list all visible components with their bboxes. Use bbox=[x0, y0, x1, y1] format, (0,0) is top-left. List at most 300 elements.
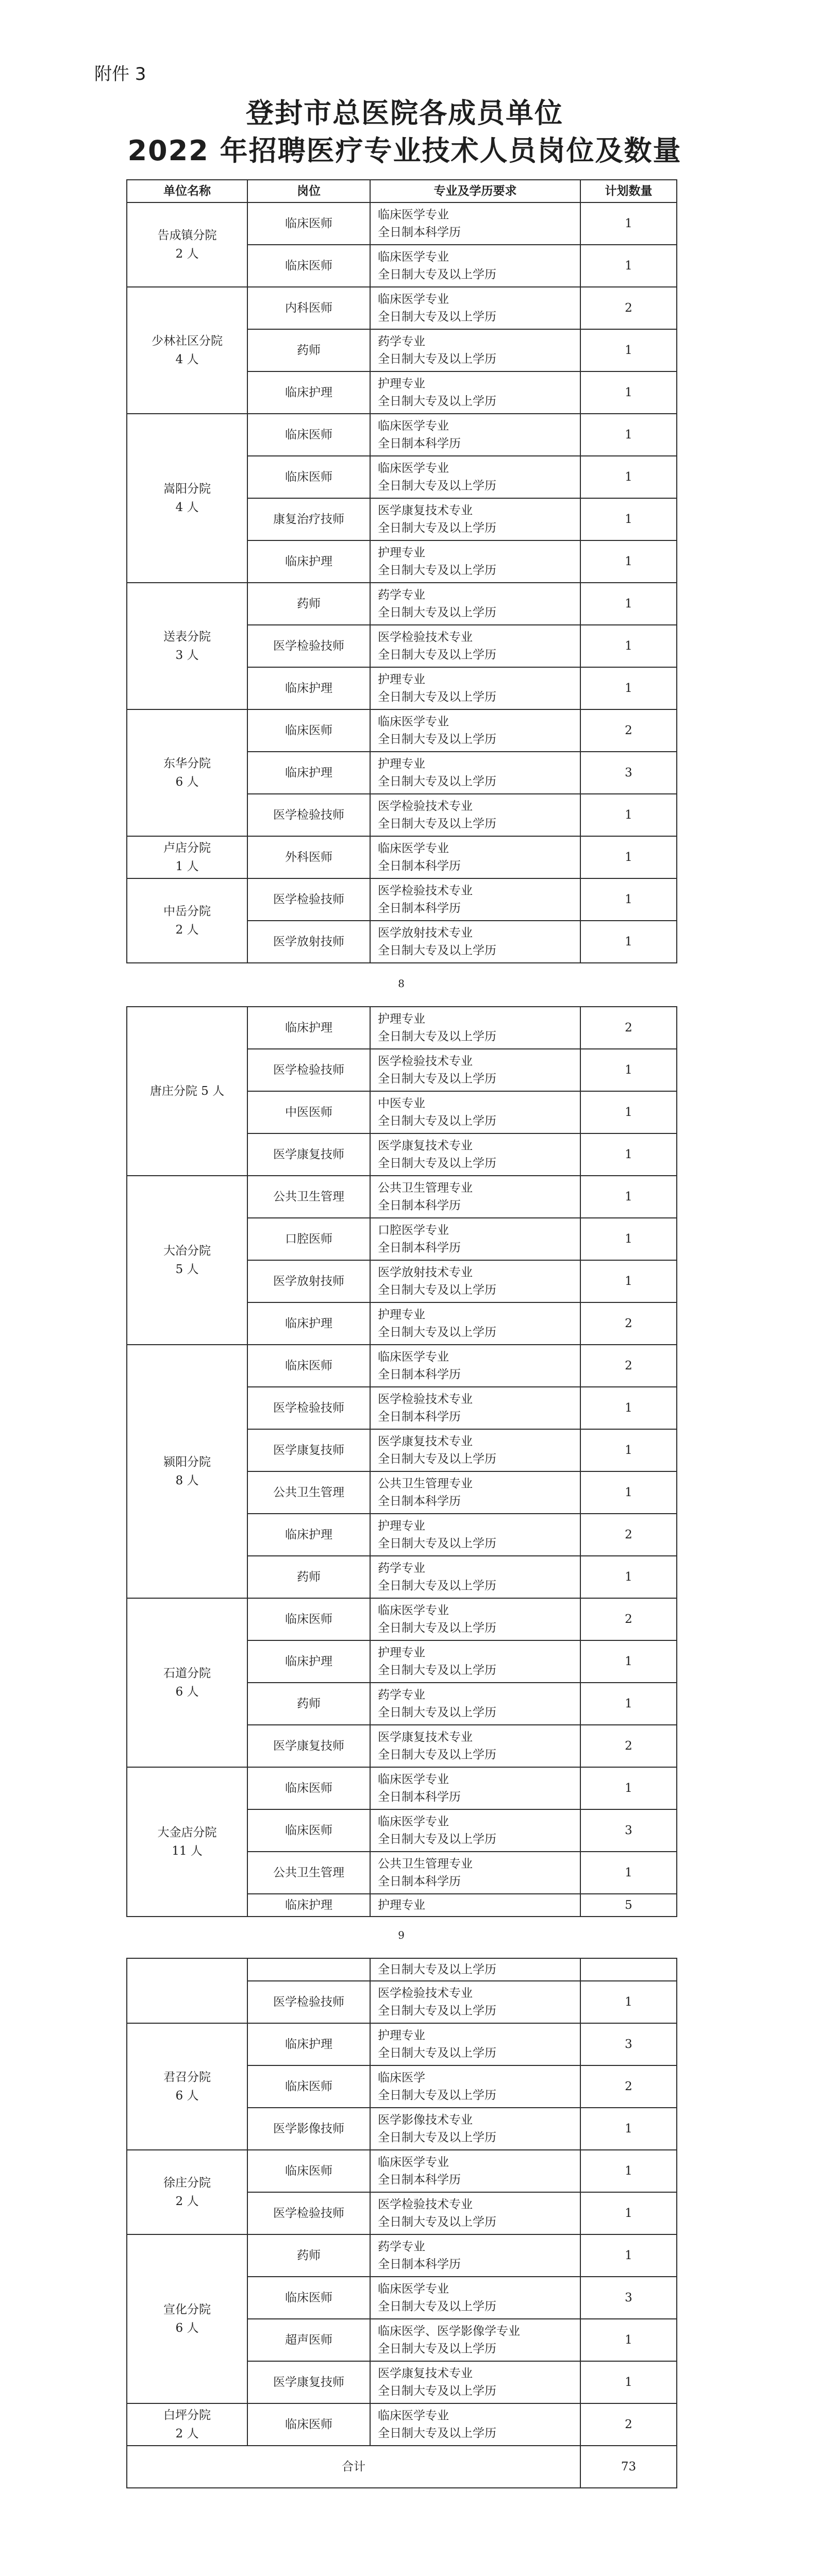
unit-name-cell bbox=[127, 2234, 247, 2403]
requirement-line: 护理专业 bbox=[378, 1308, 425, 1321]
quota-cell: 1 bbox=[580, 2150, 677, 2192]
requirement-line: 护理专业 bbox=[378, 2029, 425, 2042]
requirement-line: 全日制大专及以上学历 bbox=[378, 1833, 496, 1846]
position-cell: 临床护理 bbox=[247, 540, 370, 583]
quota-cell: 1 bbox=[580, 2361, 677, 2403]
unit-name-line: 颍阳分院 bbox=[163, 1455, 211, 1469]
requirement-line: 医学检验技术专业 bbox=[378, 884, 473, 897]
requirement-cell bbox=[370, 1981, 580, 2023]
unit-name-line: 2 人 bbox=[175, 923, 199, 937]
unit-name-cell bbox=[127, 709, 247, 836]
requirement-line: 临床医学专业 bbox=[378, 419, 449, 433]
position-cell: 中医医师 bbox=[247, 1091, 370, 1133]
position-cell bbox=[247, 1958, 370, 1981]
requirement-cell bbox=[370, 1683, 580, 1725]
position-cell: 药师 bbox=[247, 583, 370, 625]
position-cell: 口腔医师 bbox=[247, 1218, 370, 1260]
requirement-line: 全日制大专及以上学历 bbox=[378, 1114, 496, 1128]
column-header-post: 岗位 bbox=[247, 180, 370, 202]
requirement-line: 临床医学专业 bbox=[378, 2156, 449, 2169]
requirement-line: 护理专业 bbox=[378, 1899, 425, 1912]
requirement-cell bbox=[370, 2065, 580, 2108]
requirement-cell bbox=[370, 1049, 580, 1091]
requirement-line: 全日制大专及以上学历 bbox=[378, 2131, 496, 2144]
quota-cell: 2 bbox=[580, 709, 677, 752]
unit-name-line: 徐庄分院 bbox=[163, 2176, 211, 2190]
unit-name-line: 2 人 bbox=[175, 247, 199, 261]
requirement-line: 全日制大专及以上学历 bbox=[378, 1748, 496, 1761]
total-row bbox=[127, 2446, 677, 2488]
requirement-cell bbox=[370, 2150, 580, 2192]
position-cell: 医学检验技师 bbox=[247, 625, 370, 667]
table-row bbox=[127, 709, 677, 752]
quota-cell: 1 bbox=[580, 921, 677, 963]
unit-name-line: 2 人 bbox=[175, 2195, 199, 2208]
requirement-cell bbox=[370, 1429, 580, 1471]
requirement-cell bbox=[370, 1218, 580, 1260]
position-cell: 内科医师 bbox=[247, 287, 370, 329]
requirement-line: 全日制大专及以上学历 bbox=[378, 352, 496, 366]
requirement-cell bbox=[370, 1007, 580, 1049]
requirement-line: 全日制大专及以上学历 bbox=[378, 1621, 496, 1635]
position-cell: 医学检验技师 bbox=[247, 794, 370, 836]
requirement-line: 全日制大专及以上学历 bbox=[378, 775, 496, 788]
quota-cell: 1 bbox=[580, 1981, 677, 2023]
requirement-line: 全日制大专及以上学历 bbox=[378, 1537, 496, 1550]
requirement-cell bbox=[370, 287, 580, 329]
position-cell: 康复治疗技师 bbox=[247, 498, 370, 540]
quota-cell: 1 bbox=[580, 2234, 677, 2277]
requirement-line: 药学专业 bbox=[378, 335, 425, 348]
table-row bbox=[127, 2150, 677, 2192]
quota-cell: 1 bbox=[580, 1556, 677, 1598]
requirement-line: 全日制大专及以上学历 bbox=[378, 2004, 496, 2018]
requirement-cell bbox=[370, 752, 580, 794]
position-cell: 医学检验技师 bbox=[247, 1981, 370, 2023]
table-body bbox=[127, 202, 677, 963]
requirement-cell bbox=[370, 878, 580, 921]
requirement-cell bbox=[370, 2108, 580, 2150]
unit-name-cell bbox=[127, 1007, 247, 1176]
requirement-line: 口腔医学专业 bbox=[378, 1224, 449, 1237]
quota-cell: 1 bbox=[580, 540, 677, 583]
table-row bbox=[127, 836, 677, 878]
quota-cell: 1 bbox=[580, 1429, 677, 1471]
requirement-cell bbox=[370, 1133, 580, 1176]
position-cell: 临床医师 bbox=[247, 2277, 370, 2319]
unit-name-cell bbox=[127, 202, 247, 287]
quota-cell: 1 bbox=[580, 836, 677, 878]
unit-name-line: 中岳分院 bbox=[163, 905, 211, 918]
requirement-line: 医学放射技术专业 bbox=[378, 1266, 473, 1279]
quota-cell: 3 bbox=[580, 752, 677, 794]
unit-name-cell bbox=[127, 836, 247, 878]
requirement-line: 全日制本科学历 bbox=[378, 1790, 461, 1804]
quota-cell: 1 bbox=[580, 1260, 677, 1302]
quota-cell: 2 bbox=[580, 1725, 677, 1767]
requirement-line: 临床医学专业 bbox=[378, 1815, 449, 1828]
table-body bbox=[127, 1958, 677, 2446]
requirement-line: 医学康复技术专业 bbox=[378, 1731, 473, 1744]
requirement-line: 临床医学专业 bbox=[378, 250, 449, 264]
requirement-cell bbox=[370, 329, 580, 371]
requirement-cell bbox=[370, 2023, 580, 2065]
requirement-line: 临床医学 bbox=[378, 2071, 425, 2084]
requirement-line: 全日制本科学历 bbox=[378, 1495, 461, 1508]
requirement-line: 全日制大专及以上学历 bbox=[378, 1579, 496, 1592]
position-cell: 临床医师 bbox=[247, 456, 370, 498]
requirement-line: 临床医学专业 bbox=[378, 715, 449, 728]
position-cell: 临床护理 bbox=[247, 1640, 370, 1683]
requirement-line: 全日制大专及以上学历 bbox=[378, 2427, 496, 2440]
quota-cell: 1 bbox=[580, 371, 677, 414]
requirement-line: 全日制本科学历 bbox=[378, 859, 461, 873]
requirement-cell bbox=[370, 2319, 580, 2361]
requirement-cell bbox=[370, 202, 580, 245]
requirement-line: 临床医学专业 bbox=[378, 1350, 449, 1364]
unit-name-line: 11 人 bbox=[172, 1844, 203, 1858]
quota-cell: 1 bbox=[580, 202, 677, 245]
requirement-cell bbox=[370, 1091, 580, 1133]
requirement-line: 医学检验技术专业 bbox=[378, 1987, 473, 2000]
positions-table-page-8 bbox=[126, 179, 677, 963]
requirement-cell bbox=[370, 836, 580, 878]
quota-cell: 1 bbox=[580, 2108, 677, 2150]
table-row bbox=[127, 583, 677, 625]
position-cell: 医学影像技师 bbox=[247, 2108, 370, 2150]
requirement-line: 医学检验技术专业 bbox=[378, 800, 473, 813]
requirement-cell bbox=[370, 456, 580, 498]
quota-cell: 2 bbox=[580, 2065, 677, 2108]
requirement-line: 临床医学专业 bbox=[378, 2282, 449, 2296]
total-value: 73 bbox=[580, 2446, 677, 2488]
positions-table-page-9 bbox=[126, 1006, 677, 1917]
unit-name-line: 4 人 bbox=[175, 501, 199, 514]
total-body bbox=[127, 2446, 677, 2488]
position-cell: 临床护理 bbox=[247, 2023, 370, 2065]
quota-cell: 1 bbox=[580, 456, 677, 498]
requirement-line: 医学检验技术专业 bbox=[378, 1393, 473, 1406]
requirement-line: 全日制大专及以上学历 bbox=[378, 1664, 496, 1677]
requirement-line: 全日制大专及以上学历 bbox=[378, 1157, 496, 1170]
unit-name-line: 白坪分院 bbox=[163, 2409, 211, 2422]
requirement-cell bbox=[370, 1471, 580, 1514]
unit-name-cell bbox=[127, 2403, 247, 2446]
position-cell: 公共卫生管理 bbox=[247, 1852, 370, 1894]
requirement-line: 全日制大专及以上学历 bbox=[378, 817, 496, 831]
unit-name-cell bbox=[127, 1598, 247, 1767]
requirement-cell bbox=[370, 1809, 580, 1852]
unit-name-line: 少林社区分院 bbox=[152, 334, 223, 348]
position-cell: 临床医师 bbox=[247, 2065, 370, 2108]
quota-cell: 2 bbox=[580, 287, 677, 329]
quota-cell: 1 bbox=[580, 329, 677, 371]
requirement-cell bbox=[370, 1345, 580, 1387]
quota-cell: 1 bbox=[580, 1683, 677, 1725]
unit-name-line: 5 人 bbox=[175, 1263, 199, 1276]
requirement-line: 临床医学专业 bbox=[378, 2409, 449, 2422]
requirement-cell bbox=[370, 1176, 580, 1218]
requirement-line: 全日制大专及以上学历 bbox=[378, 1030, 496, 1043]
requirement-cell bbox=[370, 709, 580, 752]
positions-table-page-10 bbox=[126, 1958, 677, 2488]
requirement-line: 中医专业 bbox=[378, 1097, 425, 1110]
position-cell: 药师 bbox=[247, 329, 370, 371]
requirement-cell bbox=[370, 2234, 580, 2277]
requirement-line: 临床医学专业 bbox=[378, 1604, 449, 1617]
position-cell: 医学康复技师 bbox=[247, 1133, 370, 1176]
quota-cell: 1 bbox=[580, 583, 677, 625]
position-cell: 临床医师 bbox=[247, 1345, 370, 1387]
table-row bbox=[127, 878, 677, 921]
requirement-line: 全日制大专及以上学历 bbox=[378, 1963, 496, 1976]
unit-name-line: 8 人 bbox=[175, 1474, 199, 1487]
quota-cell: 1 bbox=[580, 2192, 677, 2234]
position-cell: 医学检验技师 bbox=[247, 1049, 370, 1091]
quota-cell: 1 bbox=[580, 414, 677, 456]
requirement-cell bbox=[370, 2403, 580, 2446]
requirement-cell bbox=[370, 1302, 580, 1345]
requirement-line: 全日制大专及以上学历 bbox=[378, 1706, 496, 1719]
unit-name-cell bbox=[127, 2023, 247, 2150]
unit-name-line: 6 人 bbox=[175, 1685, 199, 1699]
requirement-line: 药学专业 bbox=[378, 1562, 425, 1575]
table-row bbox=[127, 1767, 677, 1809]
requirement-line: 全日制大专及以上学历 bbox=[378, 310, 496, 324]
document-title-line-2: 2022 年招聘医疗专业技术人员岗位及数量 bbox=[127, 134, 682, 167]
requirement-line: 医学检验技术专业 bbox=[378, 1055, 473, 1068]
requirement-line: 临床医学专业 bbox=[378, 1773, 449, 1786]
requirement-cell bbox=[370, 1514, 580, 1556]
unit-name-line: 东华分院 bbox=[163, 757, 211, 770]
position-cell: 临床护理 bbox=[247, 1302, 370, 1345]
quota-cell: 1 bbox=[580, 1049, 677, 1091]
quota-cell: 3 bbox=[580, 1809, 677, 1852]
requirement-cell bbox=[370, 1640, 580, 1683]
column-header-quota: 计划数量 bbox=[580, 180, 677, 202]
position-cell: 临床医师 bbox=[247, 709, 370, 752]
requirement-line: 全日制大专及以上学历 bbox=[378, 268, 496, 281]
requirement-line: 医学康复技术专业 bbox=[378, 1435, 473, 1448]
unit-name-line: 6 人 bbox=[175, 2321, 199, 2335]
requirement-cell bbox=[370, 1556, 580, 1598]
requirement-line: 全日制本科学历 bbox=[378, 1199, 461, 1212]
unit-name-line: 大冶分院 bbox=[163, 1244, 211, 1258]
position-cell: 医学检验技师 bbox=[247, 2192, 370, 2234]
quota-cell: 2 bbox=[580, 1598, 677, 1640]
requirement-line: 全日制大专及以上学历 bbox=[378, 2046, 496, 2060]
requirement-cell bbox=[370, 498, 580, 540]
requirement-line: 全日制本科学历 bbox=[378, 1875, 461, 1888]
table-row bbox=[127, 414, 677, 456]
position-cell: 医学康复技师 bbox=[247, 2361, 370, 2403]
unit-name-line: 4 人 bbox=[175, 353, 199, 366]
requirement-line: 医学康复技术专业 bbox=[378, 1139, 473, 1153]
quota-cell: 1 bbox=[580, 1218, 677, 1260]
position-cell: 医学检验技师 bbox=[247, 1387, 370, 1429]
requirement-line: 全日制本科学历 bbox=[378, 2258, 461, 2271]
position-cell: 医学放射技师 bbox=[247, 1260, 370, 1302]
quota-cell: 1 bbox=[580, 1471, 677, 1514]
requirement-cell bbox=[370, 2277, 580, 2319]
unit-name-line: 唐庄分院 5 人 bbox=[149, 1084, 225, 1098]
position-cell: 临床医师 bbox=[247, 1809, 370, 1852]
position-cell: 临床护理 bbox=[247, 1894, 370, 1917]
requirement-line: 护理专业 bbox=[378, 1646, 425, 1659]
requirement-line: 全日制大专及以上学历 bbox=[378, 395, 496, 408]
requirement-line: 全日制大专及以上学历 bbox=[378, 1452, 496, 1466]
requirement-line: 临床医学专业 bbox=[378, 462, 449, 475]
position-cell: 临床医师 bbox=[247, 1767, 370, 1809]
table-row bbox=[127, 2234, 677, 2277]
requirement-line: 护理专业 bbox=[378, 1012, 425, 1026]
document-title-line-1: 登封市总医院各成员单位 bbox=[246, 97, 563, 129]
table-row bbox=[127, 1007, 677, 1049]
requirement-line: 医学康复技术专业 bbox=[378, 2367, 473, 2380]
requirement-cell bbox=[370, 794, 580, 836]
unit-name-cell bbox=[127, 1345, 247, 1598]
quota-cell: 5 bbox=[580, 1894, 677, 1917]
table-row bbox=[127, 1598, 677, 1640]
requirement-line: 药学专业 bbox=[378, 1688, 425, 1702]
quota-cell: 1 bbox=[580, 498, 677, 540]
position-cell: 公共卫生管理 bbox=[247, 1471, 370, 1514]
requirement-line: 医学康复技术专业 bbox=[378, 504, 473, 517]
unit-name-cell bbox=[127, 2150, 247, 2234]
requirement-cell bbox=[370, 667, 580, 709]
requirement-cell bbox=[370, 921, 580, 963]
requirement-line: 护理专业 bbox=[378, 757, 425, 771]
quota-cell: 2 bbox=[580, 2403, 677, 2446]
quota-cell: 1 bbox=[580, 2319, 677, 2361]
position-cell: 临床护理 bbox=[247, 752, 370, 794]
unit-name-line: 石道分院 bbox=[163, 1667, 211, 1680]
table-row bbox=[127, 287, 677, 329]
requirement-line: 全日制大专及以上学历 bbox=[378, 944, 496, 957]
unit-name-cell bbox=[127, 878, 247, 963]
requirement-line: 医学检验技术专业 bbox=[378, 2198, 473, 2211]
unit-name-line: 君召分院 bbox=[163, 2071, 211, 2084]
unit-name-line: 1 人 bbox=[175, 860, 199, 873]
requirement-line: 公共卫生管理专业 bbox=[378, 1181, 473, 1195]
requirement-line: 护理专业 bbox=[378, 673, 425, 686]
requirement-line: 全日制大专及以上学历 bbox=[378, 564, 496, 577]
requirement-cell bbox=[370, 2361, 580, 2403]
requirement-line: 护理专业 bbox=[378, 546, 425, 560]
quota-cell: 1 bbox=[580, 1852, 677, 1894]
total-label: 合计 bbox=[127, 2446, 580, 2488]
unit-name-line: 大金店分院 bbox=[157, 1826, 217, 1839]
requirement-line: 全日制大专及以上学历 bbox=[378, 690, 496, 704]
table-body bbox=[127, 1007, 677, 1917]
quota-cell bbox=[580, 1958, 677, 1981]
page-number: 9 bbox=[398, 1929, 405, 1941]
requirement-cell bbox=[370, 625, 580, 667]
position-cell: 临床医师 bbox=[247, 414, 370, 456]
position-cell: 临床护理 bbox=[247, 1007, 370, 1049]
unit-name-cell bbox=[127, 1958, 247, 2023]
requirement-line: 临床医学专业 bbox=[378, 293, 449, 306]
requirement-line: 全日制本科学历 bbox=[378, 226, 461, 239]
quota-cell: 2 bbox=[580, 1007, 677, 1049]
position-cell: 临床护理 bbox=[247, 667, 370, 709]
requirement-line: 临床医学专业 bbox=[378, 842, 449, 855]
unit-name-line: 2 人 bbox=[175, 2427, 199, 2441]
requirement-line: 全日制大专及以上学历 bbox=[378, 479, 496, 493]
position-cell: 临床医师 bbox=[247, 1598, 370, 1640]
quota-cell: 1 bbox=[580, 1767, 677, 1809]
page-number: 8 bbox=[398, 977, 405, 990]
table-row bbox=[127, 2023, 677, 2065]
requirement-line: 医学放射技术专业 bbox=[378, 926, 473, 940]
requirement-line: 医学影像技术专业 bbox=[378, 2113, 473, 2127]
unit-name-line: 宣化分院 bbox=[163, 2303, 211, 2316]
requirement-cell bbox=[370, 1387, 580, 1429]
attachment-label: 附件 3 bbox=[94, 64, 146, 84]
requirement-cell bbox=[370, 414, 580, 456]
quota-cell: 1 bbox=[580, 1133, 677, 1176]
requirement-cell bbox=[370, 1767, 580, 1809]
requirement-line: 全日制本科学历 bbox=[378, 1368, 461, 1381]
unit-name-line: 6 人 bbox=[175, 2089, 199, 2103]
requirement-line: 全日制本科学历 bbox=[378, 902, 461, 915]
requirement-cell bbox=[370, 1852, 580, 1894]
quota-cell: 1 bbox=[580, 1091, 677, 1133]
position-cell: 药师 bbox=[247, 2234, 370, 2277]
requirement-cell bbox=[370, 540, 580, 583]
requirement-line: 临床医学、医学影像学专业 bbox=[378, 2325, 520, 2338]
position-cell: 公共卫生管理 bbox=[247, 1176, 370, 1218]
requirement-line: 全日制本科学历 bbox=[378, 2173, 461, 2187]
position-cell: 药师 bbox=[247, 1683, 370, 1725]
position-cell: 临床医师 bbox=[247, 2150, 370, 2192]
requirement-line: 全日制大专及以上学历 bbox=[378, 2342, 496, 2355]
requirement-cell bbox=[370, 1598, 580, 1640]
requirement-line: 药学专业 bbox=[378, 588, 425, 602]
quota-cell: 1 bbox=[580, 625, 677, 667]
requirement-cell bbox=[370, 1260, 580, 1302]
quota-cell: 1 bbox=[580, 667, 677, 709]
requirement-cell bbox=[370, 1894, 580, 1917]
requirement-cell bbox=[370, 2192, 580, 2234]
quota-cell: 2 bbox=[580, 1514, 677, 1556]
position-cell: 医学康复技师 bbox=[247, 1429, 370, 1471]
position-cell: 临床医师 bbox=[247, 2403, 370, 2446]
requirement-cell bbox=[370, 245, 580, 287]
position-cell: 医学康复技师 bbox=[247, 1725, 370, 1767]
unit-name-cell bbox=[127, 1176, 247, 1345]
requirement-cell bbox=[370, 371, 580, 414]
table-row bbox=[127, 1958, 677, 1981]
requirement-line: 全日制大专及以上学历 bbox=[378, 2089, 496, 2102]
requirement-cell bbox=[370, 1725, 580, 1767]
position-cell: 临床医师 bbox=[247, 202, 370, 245]
position-cell: 超声医师 bbox=[247, 2319, 370, 2361]
requirement-line: 全日制大专及以上学历 bbox=[378, 2300, 496, 2313]
requirement-line: 护理专业 bbox=[378, 1519, 425, 1533]
unit-name-line: 6 人 bbox=[175, 775, 199, 789]
requirement-cell bbox=[370, 1958, 580, 1981]
requirement-line: 全日制大专及以上学历 bbox=[378, 2384, 496, 2398]
column-header-requirement: 专业及学历要求 bbox=[370, 180, 580, 202]
requirement-line: 公共卫生管理专业 bbox=[378, 1857, 473, 1871]
requirement-line: 护理专业 bbox=[378, 377, 425, 391]
unit-name-line: 卢店分院 bbox=[163, 841, 211, 855]
unit-name-line: 3 人 bbox=[175, 649, 199, 662]
unit-name-cell bbox=[127, 1767, 247, 1917]
quota-cell: 3 bbox=[580, 2023, 677, 2065]
requirement-line: 全日制本科学历 bbox=[378, 1410, 461, 1423]
